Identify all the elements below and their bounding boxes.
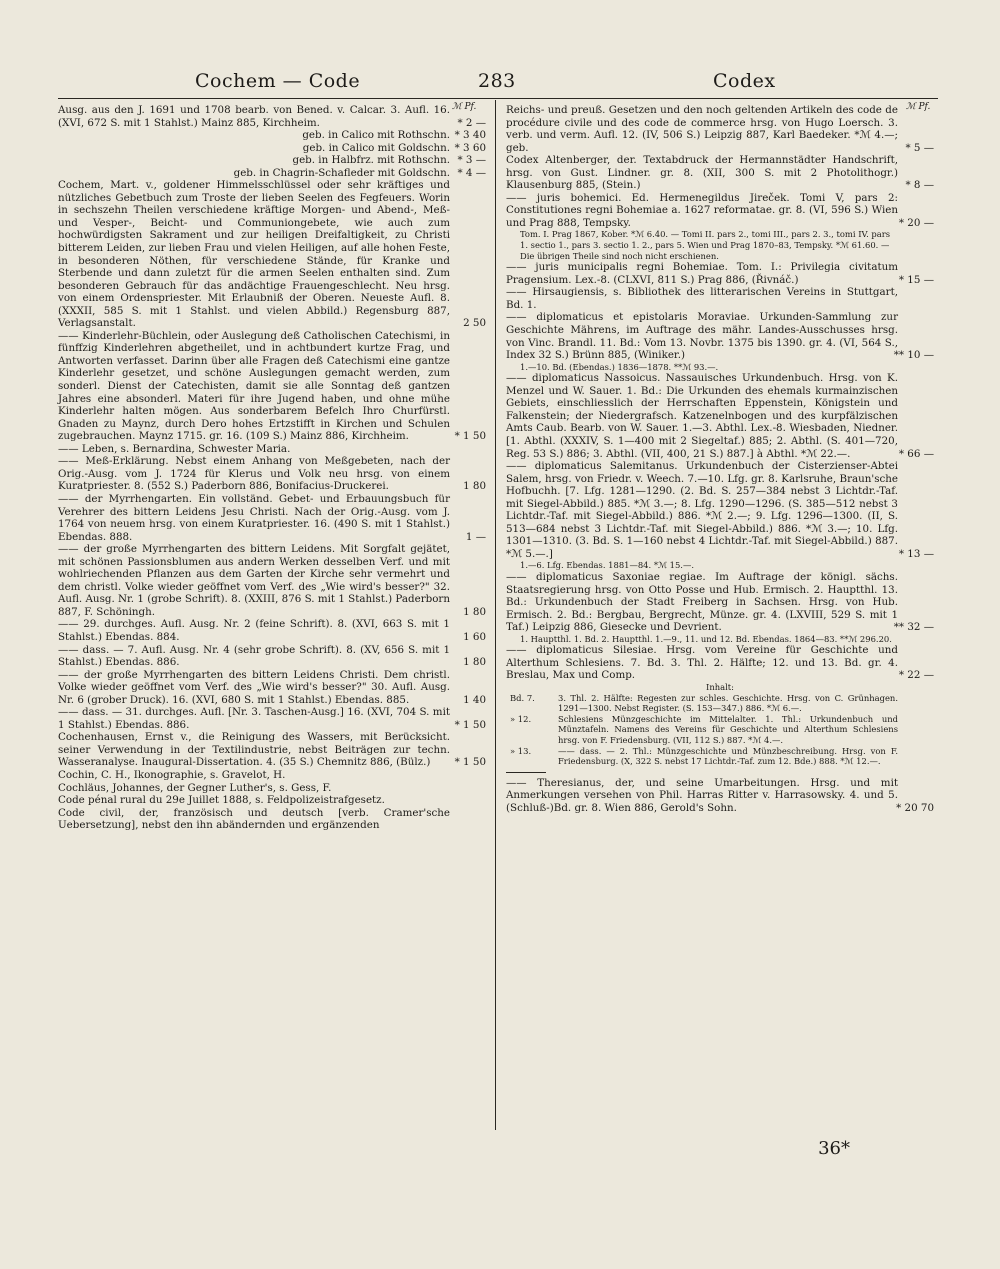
catalog-entry	[506, 286, 934, 311]
catalog-entry	[58, 706, 486, 731]
contents-heading: Inhalt:	[706, 681, 734, 692]
section-rule	[506, 772, 546, 773]
entry-price: * 2 —	[457, 116, 486, 129]
entry-price: * 3 60	[454, 141, 486, 154]
contents-row	[506, 714, 934, 746]
page-number: 283	[478, 70, 516, 92]
catalog-entry	[58, 794, 486, 807]
entry-text: —— juris bohemici. Ed. Hermenegildus Jireček. Tomi V, pars 2: Constitutiones regni Bohemiae a. 1627 reformatae. gr. 8. (VI, 596 S.) Wien und Prag 888, Tempsky.	[506, 191, 898, 229]
catalog-entry	[506, 154, 934, 192]
entry-text: —— diplomaticus et epistolaris Moraviae. Urkunden-Sammlung zur Geschichte Mährens, im Auftrage des mähr. Landes-Ausschusses hrsg. von Vinc. Brandl. 11. Bd.: Vom 13. Novbr. 1375 bis 1390. gr. 4. (VI, 564 S., Index 32 S.) Brünn 885, (Winiker.)	[506, 311, 898, 362]
volume-description: 3. Thl. 2. Hälfte: Regesten zur schles. Geschichte. Hrsg. von C. Grünhagen. 1291—1300. Nebst Register. (S. 153—347.) 886. *ℳ 6.—.	[558, 692, 898, 714]
catalog-entry	[58, 782, 486, 795]
entry-text: —— Kinderlehr-Büchlein, oder Auslegung deß Catholischen Catechismi, in fünffzig Kinderlehren abgetheilet, und in achtbundert kurtze Frag, und Antworten verfasset. Darinn über alle Fragen deß Catechismi eine gantze Kinderlehr gesetzet, und schöne Auslegungen gemacht werden, zum sonderl. Dienst der Catechisten, damit sie alle Sonntag deß gantzen Jahres eine absonderl. Materi für ihre Jugend haben, und ohne mühe Kinderlehr halten mögen. Aus sonderbarem Befelch Ihro Churfürstl. Gnaden zu Maynz, durch Dero hohes Ertzstifft in Kirchen und Schulen zugebrauchen. Maynz 1715. gr. 16. (109 S.) Mainz 886, Kirchheim.	[58, 329, 450, 443]
entry-text: geb. in Calico mit Rothschn.	[302, 129, 450, 142]
entry-price: * 8 —	[905, 179, 934, 192]
entry-text: —— Meß-Erklärung. Nebst einem Anhang von Meßgebeten, nach der Orig.-Ausg. vom J. 1724 für Klerus und Volk neu hrsg. von einem Kuratpriester. 8. (552 S.) Paderborn 886, Bonifacius-Druckerei.	[58, 455, 450, 493]
binding-variant	[58, 154, 486, 167]
volume-number: » 12.	[510, 713, 532, 724]
entry-text: —— dass. — 7. Aufl. Ausg. Nr. 4 (sehr grobe Schrift). 8. (XV, 656 S. mit 1 Stahlst.) Ebendas. 886.	[58, 643, 450, 669]
entry-text: Reichs- und preuß. Gesetzen und den noch geltenden Artikeln des code de procédure civile und des code de commerce hrsg. von Hugo Loersch. 3. verb. und verm. Aufl. 12. (IV, 506 S.) Leipzig 887, Karl Baedeker. *ℳ 4.—; geb.	[506, 104, 898, 154]
entry-price: * 5 —	[905, 141, 934, 154]
entry-text: —— diplomaticus Nassoicus. Nassauisches Urkundenbuch. Hrsg. von K. Menzel und W. Sauer. 1. Bd.: Die Urkunden des ehemals kurmainzischen Gebiets, einschliesslich der Herrschaften Eppenstein, Königstein und Falkenstein; der Niedergrafsch. Katzenelnbogen und des kurpfälzischen Amts Caub. Bearb. von W. Sauer. 1.—3. Abthl. Lex.-8. Wiesbaden, Niedner. [1. Abthl. (XXXIV, S. 1—400 mit 2 Siegeltaf.) 885; 2. Abthl. (S. 401—720, Reg. 53 S.) 886; 3. Abthl. (VII, 400, 21 S.) 887.] à Abthl. *ℳ 22.—.	[506, 372, 898, 460]
entry-note: Tom. I. Prag 1867, Kober. *ℳ 6.40. — Tomi II. pars 2., tomi III., pars 2. 3., tomi IV. pars 1. sectio 1., pars 3. sectio 1. 2., pars 5. Wien und Prag 1870–83, Tempsky. *ℳ 61.60. — Die übrigen Theile sind noch nicht erschienen.	[520, 229, 891, 261]
catalog-entry	[58, 618, 486, 643]
volume-description: —— dass. — 2. Thl.: Münzgeschichte und Münzbeschreibung. Hrsg. von F. Friedensburg. (X, 322 S. nebst 17 Lichtdr.-Taf. zum 12. Bde.) 888. *ℳ 12.—.	[558, 745, 898, 767]
catalog-entry	[58, 644, 486, 669]
catalog-entry	[506, 192, 934, 230]
entry-text: Cochenhausen, Ernst v., die Reinigung des Wassers, mit Berücksicht. seiner Verwendung in der Textilindustrie, nebst Beiträgen zur techn. Wasseranalyse. Inaugural-Dissertation. 4. (35 S.) Chemnitz 886, (Bülz.)	[58, 731, 450, 769]
entry-text: geb. in Chagrin-Schafleder mit Goldschn.	[233, 166, 450, 179]
entry-price: * 1 50	[454, 756, 486, 769]
contents-row	[506, 693, 934, 714]
left-price-column-head: ℳ Pf.	[452, 102, 477, 112]
catalog-entry	[58, 769, 486, 782]
catalog-entry	[506, 777, 934, 815]
catalog-entry	[58, 493, 486, 543]
volume-number: » 13.	[510, 745, 532, 756]
entry-text: —— der große Myrrhengarten des bittern Leidens Christi. Dem christl. Volke wieder geöffnet vom Verf. des „Wie wird's besser?" 30. Aufl. Ausg. Nr. 6 (grober Druck). 16. (XVI, 680 S. mit 1 Stahlst.) Ebendas. 885.	[58, 668, 450, 706]
entry-price: * 22 —	[898, 669, 934, 682]
entry-text: Cochem, Mart. v., goldener Himmelsschlüssel oder sehr kräftiges und nützliches Gebetbuch zum Troste der lieben Seelen des Fegfeuers. Worin in sechszehn Theilen verschiedene kräftige Morgen- und Abend-, Meß- und Vesper-, Beicht- und Communiongebete, wie auch zum hochwürdigsten Sakrament und zur heiligen Dreifaltigkeit, zu Christi bitterem Leiden, zur lieben Frau und vielen Heiligen, auf alle hohen Feste, in besonderen Nöthen, für verschiedene Stände, für Kranke und Sterbende und dann zuletzt für die armen Seelen enthalten sind. Zum besonderen Gebrauch für das andächtige Frauengeschlecht. Neu hrsg. von einem Ordenspriester. Mit Erlaubniß der Oberen. Neueste Aufl. 8. (XXXII, 585 S. mit 1 Stahlst. und vielen Abbild.) Regensburg 887, Verlagsanstalt.	[58, 179, 450, 330]
entry-note: 1. Hauptthl. 1. Bd. 2. Hauptthl. 1.—9., 11. und 12. Bd. Ebendas. 1864—83. **ℳ 296.20.	[520, 633, 892, 644]
catalog-entry	[506, 104, 934, 154]
entry-price: * 3 —	[457, 154, 486, 167]
entry-price: ** 10 —	[893, 349, 934, 362]
catalog-entry	[58, 443, 486, 456]
header-rule	[58, 98, 938, 99]
entry-price: * 1 50	[454, 430, 486, 443]
entry-text: —— diplomaticus Saxoniae regiae. Im Auftrage der königl. sächs. Staatsregierung hrsg. von Otto Posse und Hub. Ermisch. 2. Hauptthl. 13. Bd.: Urkundenbuch der Stadt Freiberg in Sachsen. Hrsg. von Hub. Ermisch. 2. Bd.: Bergbau, Bergrecht, Münze. gr. 4. (LXVIII, 529 S. mit 1 Taf.) Leipzig 886, Giesecke und Devrient.	[506, 571, 898, 634]
catalog-entry	[506, 460, 934, 560]
contents-list	[506, 693, 934, 767]
entry-price: * 20 —	[898, 216, 934, 229]
entry-text: —— Theresianus, der, und seine Umarbeitungen. Hrsg. und mit Anmerkungen versehen von Phil. Harras Ritter v. Harrasowsky. 4. und 5. (Schluß-)Bd. gr. 8. Wien 886, Gerold's Sohn.	[506, 776, 898, 814]
entry-text: geb. in Calico mit Goldschn.	[302, 141, 450, 154]
volume-number: Bd. 7.	[510, 692, 535, 703]
entry-price: 1 80	[463, 656, 486, 669]
catalog-entry	[506, 644, 934, 682]
entry-price: 2 50	[463, 317, 486, 330]
entry-price: 1 80	[463, 480, 486, 493]
binding-variant	[58, 167, 486, 180]
right-column-entries	[506, 104, 934, 682]
catalog-entry	[58, 455, 486, 493]
entry-text: Codex Altenberger, der. Textabdruck der Hermannstädter Handschrift, hrsg. von Gust. Lindner. gr. 8. (XII, 300 S. mit 2 Photolithogr.) Klausenburg 885, (Stein.)	[506, 154, 898, 192]
entry-note: 1.—10. Bd. (Ebendas.) 1836—1878. **ℳ 93.—.	[520, 361, 719, 372]
catalog-entry	[58, 179, 486, 330]
entry-text: Ausg. aus den J. 1691 und 1708 bearb. von Bened. v. Calcar. 3. Aufl. 16. (XVI, 672 S. mit 1 Stahlst.) Mainz 885, Kirchheim.	[58, 104, 450, 129]
entry-price: * 4 —	[457, 166, 486, 179]
entry-text: geb. in Halbfrz. mit Rothschn.	[292, 154, 450, 167]
right-column	[506, 104, 934, 814]
entry-text: —— diplomaticus Silesiae. Hrsg. vom Vereine für Geschichte und Alterthum Schlesiens. 7. Bd. 3. Thl. 2. Hälfte; 12. und 13. Bd. gr. 4. Breslau, Max und Comp.	[506, 644, 898, 682]
running-head-left: Cochem — Code	[195, 70, 361, 92]
catalog-entry	[506, 261, 934, 286]
entry-note: 1.—6. Lfg. Ebendas. 1881—84. *ℳ 15.—.	[520, 560, 694, 571]
entry-text: Code pénal rural du 29e Juillet 1888, s. Feldpolizeistrafgesetz.	[58, 794, 385, 807]
catalog-entry	[506, 311, 934, 361]
entry-price: 1 —	[465, 530, 486, 543]
catalog-entry	[58, 807, 486, 832]
entry-text: —— diplomaticus Salemitanus. Urkundenbuch der Cisterzienser-Abtei Salem, hrsg. von Friedr. v. Weech. 7.—10. Lfg. gr. 8. Karlsruhe, Braun'sche Hofbuchh. [7. Lfg. 1281—1290. (2. Bd. S. 257—384 nebst 3 Lichtdr.-Taf. mit Siegel-Abbild.) 885. *ℳ 3.—; 8. Lfg. 1290—1296. (S. 385—512 nebst 3 Lichtdr.-Taf. mit Siegel-Abbild.) 886. *ℳ 2.—; 9. Lfg. 1296—1300. (II, S. 513—684 nebst 3 Lichtdr.-Taf. mit Siegel-Abbild.) 886. *ℳ 3.—; 10. Lfg. 1301—1310. (3. Bd. S. 1—160 nebst 4 Lichtdr.-Taf. mit Siegel-Abbild.) 887. *ℳ 5.—.]	[506, 460, 898, 560]
entry-text: —— der große Myrrhengarten des bittern Leidens. Mit Sorgfalt gejätet, mit schönen Passionsblumen aus andern Werken desselben Verf. und mit wohlriechenden Pflanzen aus dem Garten der Kirche sehr vermehrt und dem christl. Volke wieder geöffnet vom Verf. des „Wie wird's besser?" 32. Aufl. Ausg. Nr. 1 (grobe Schrift). 8. (XXIII, 876 S. mit 1 Stahlst.) Paderborn 887, F. Schöningh.	[58, 543, 450, 618]
contents-row	[506, 746, 934, 767]
entry-price: 1 80	[463, 605, 486, 618]
entry-text: Cochläus, Johannes, der Gegner Luther's, s. Gess, F.	[58, 781, 332, 794]
entry-price: * 1 50	[454, 718, 486, 731]
signature-mark: 36*	[818, 1138, 850, 1159]
entry-price: * 13 —	[898, 547, 934, 560]
entry-text: —— 29. durchges. Aufl. Ausg. Nr. 2 (feine Schrift). 8. (XVI, 663 S. mit 1 Stahlst.) Ebendas. 884.	[58, 618, 450, 643]
entry-text: —— juris municipalis regni Bohemiae. Tom. I.: Privilegia civitatum Pragensium. Lex.-8. (CLXVI, 811 S.) Prag 886, (Řivnáč.)	[506, 261, 898, 286]
entry-price: * 15 —	[898, 273, 934, 286]
left-column	[58, 104, 486, 832]
column-divider	[495, 100, 496, 1130]
binding-variant	[58, 142, 486, 155]
entry-price: 1 40	[463, 693, 486, 706]
catalog-entry	[506, 372, 934, 460]
entry-text: Cochin, C. H., Ikonographie, s. Gravelot, H.	[58, 768, 286, 781]
entry-text: —— der Myrrhengarten. Ein vollständ. Gebet- und Erbauungsbuch für Verehrer des bittern Leidens Jesu Christi. Nach der Orig.-Ausg. vom J. 1764 von neuem hrsg. von einem Kuratpriester. 16. (490 S. mit 1 Stahlst.) Ebendas. 888.	[58, 492, 450, 543]
catalog-entry	[58, 543, 486, 618]
entry-price: * 20 70	[896, 801, 934, 814]
entry-price: * 3 40	[454, 129, 486, 142]
right-price-column-head: ℳ Pf.	[906, 102, 931, 112]
volume-description: Schlesiens Münzgeschichte im Mittelalter. 1. Thl.: Urkundenbuch und Münztafeln. Namens des Vereins für Geschichte und Alterthum Schlesiens hrsg. von F. Friedensburg. (VII, 112 S.) 887. *ℳ 4.—.	[558, 713, 898, 745]
catalog-entry	[58, 731, 486, 769]
catalog-entry	[58, 669, 486, 707]
entry-price: ** 32 —	[893, 621, 934, 634]
catalog-entry	[506, 571, 934, 634]
entry-text: Code civil, der, französisch und deutsch [verb. Cramer'sche Uebersetzung], nebst den ihn abändernden und ergänzenden	[58, 806, 450, 832]
entry-text: —— Leben, s. Bernardina, Schwester Maria.	[58, 442, 291, 455]
entry-price: 1 60	[463, 630, 486, 643]
catalog-entry	[58, 104, 486, 129]
catalog-entry	[58, 330, 486, 443]
binding-variant	[58, 129, 486, 142]
entry-text: —— Hirsaugiensis, s. Bibliothek des litterarischen Vereins in Stuttgart, Bd. 1.	[506, 286, 898, 311]
entry-price: * 66 —	[898, 447, 934, 460]
running-head-right: Codex	[713, 70, 776, 92]
entry-text: —— dass. — 31. durchges. Aufl. [Nr. 3. Taschen-Ausg.] 16. (XVI, 704 S. mit 1 Stahlst.) Ebendas. 886.	[58, 706, 450, 731]
